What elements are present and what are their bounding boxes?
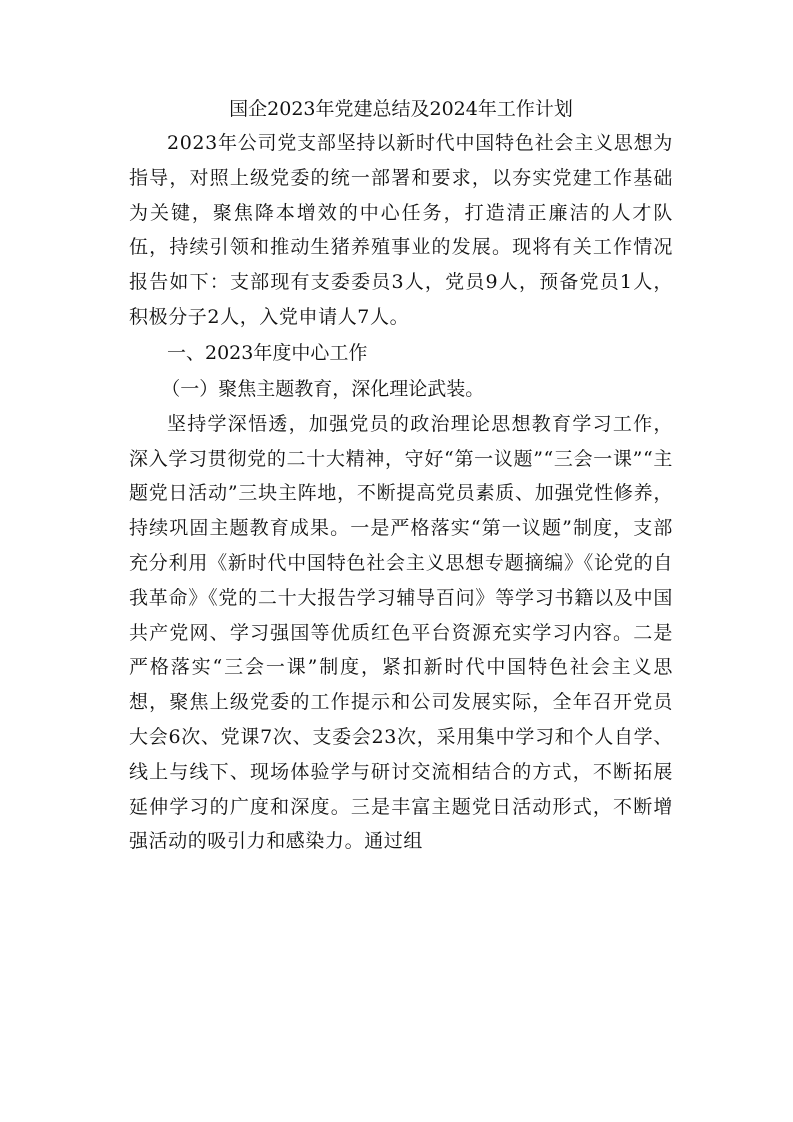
subsection-paragraph: 坚持学深悟透，加强党员的政治理论思想教育学习工作，深入学习贯彻党的二十大精神，守好“第一议题”“三会一课”“主题党日活动”三块主阵地，不断提高党员素质、加强党性修养，持续巩固主题教育成果。一是严格落实“第一议题”制度，支部充分利用《新时代中国特色社会主义思想专题摘编》《论党的自我革命》《党的二十大报告学习辅导百问》等学习书籍以及中国共产党网、学习强国等优质红色平台资源充实学习内容。二是严格落实“三会一课”制度，紧扣新时代中国特色社会主义思想，聚焦上级党委的工作提示和公司发展实际，全年召开党员大会6次、党课7次、支委会23次，采用集中学习和个人自学、线上与线下、现场体验学与研讨交流相结合的方式，不断拓展延伸学习的广度和深度。三是丰富主题党日活动形式，不断增强活动的吸引力和感染力。通过组 — [129, 412, 673, 853]
intro-paragraph: 2023年公司党支部坚持以新时代中国特色社会主义思想为指导，对照上级党委的统一部署和要求，以夯实党建工作基础为关键，聚焦降本增效的中心任务，打造清正廉洁的人才队伍，持续引领和推动生猪养殖事业的发展。现将有关工作情况报告如下：支部现有支委委员3人，党员9人，预备党员1人，积极分子2人，入党申请人7人。 — [129, 132, 673, 328]
document-title: 国企2023年党建总结及2024年工作计划 — [229, 98, 573, 120]
section-heading: 一、2023年度中心工作 — [167, 341, 368, 364]
document-body — [129, 94, 673, 859]
subsection-heading: （一）聚焦主题教育，深化理论武装。 — [161, 377, 485, 400]
